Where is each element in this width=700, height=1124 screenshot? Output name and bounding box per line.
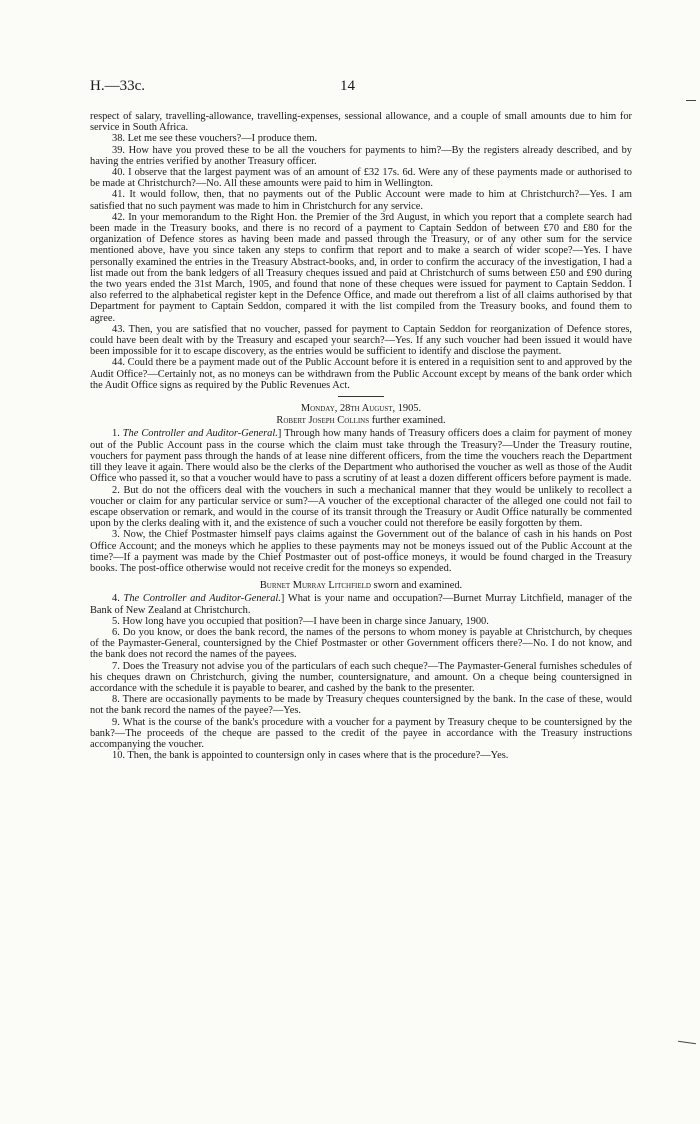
paragraph: 44. Could there be a payment made out of the Public Account before it is entered in a requisition sent to and approved by the Audit Office?—Certainly not, as no moneys can be withdrawn from the Public Account except by means of the bank order which the Audit Office signs as required by the Public Revenues Act. [90,357,632,391]
witness-name: Robert Joseph Collins [276,415,370,427]
paragraph: 40. I observe that the largest payment was of an amount of £32 17s. 6d. Were any of these payments made or authorised to be made at Christchurch?—No. All these amounts were paid to him in Wellington. [90,167,632,190]
paragraph: 5. How long have you occupied that position?—I have been in charge since January, 1900. [112,615,489,627]
witness-heading [90,415,632,426]
witness-note: sworn and examined. [370,580,463,592]
paragraph: 42. In your memorandum to the Right Hon. the Premier of the 3rd August, in which you report that a complete search had been made in the Treasury books, and there is no record of a payment to Captain Seddon of between £70 and £80 for the organization of Defence stores as having been made and passed through the Treasury, or of any other sum for the service mentioned above, have you since taken any steps to confirm that report and to make a search of wider scope?—Yes. I have personally examined the entries in the Treasury Abstract-books, and, in order to confirm the accuracy of the investigation, I had a list made out from the bank ledgers of all Treasury cheques issued and paid at Christchurch of sums between £50 and £90 during the two years ended the 31st March, 1905, and found that none of these cheques were issued for payment to Captain Seddon. I also referred to the alphabetical register kept in the Defence Office, and made out therefrom a list of all claims authorised by that Department for payment to Captain Seddon, compared it with the list compiled from the Treasury books, and found them to agree. [90,211,632,324]
paragraph: 43. Then, you are satisfied that no voucher, passed for payment to Captain Seddon for reorganization of Defence stores, could have been dealt with by the Treasury and escaped your search?—Yes. If any such voucher had been issued it would have been impossible for it to escape discovery, as the entries would be sufficient to identify and disclose the payment. [90,323,632,358]
margin-mark [678,1041,696,1044]
paragraph: 9. What is the course of the bank's procedure with a voucher for a payment by Treasury cheque to be countersigned by the bank?—The proceeds of the cheque are passed to the credit of the payee in accordance with the Treasury instructions accompanying the voucher. [90,716,632,750]
paragraph: 10. Then, the bank is appointed to countersign only in cases where that is the procedure?—Yes. [112,750,509,762]
paragraph: 6. Do you know, or does the bank record, the names of the persons to whom money is payable at Christchurch, by cheques of the Paymaster-General, countersigned by the Chief Postmaster or other Government officers there?—No. I do not know, and the bank does not record the names of the payees. [90,626,632,661]
paragraph: 38. Let me see these vouchers?—I produce them. [112,133,318,145]
paragraph: respect of salary, travelling-allowance, travelling-expenses, sessional allowance, and a couple of small amounts due to him for service in South Africa. [90,111,632,134]
examiner-name: The Controller and Auditor-General. [122,428,278,440]
paragraph: 7. Does the Treasury not advise you of the particulars of each such cheque?—The Paymaster-General furnishes schedules of his cheques drawn on Christchurch, giving the number, countersignature, and amount. On a cheque being countersigned in accordance with the schedule it is payable to bearer, and cashed by the bank to the presenter. [90,660,632,694]
witness-heading [90,580,632,591]
sitting-date: Monday, 28th August, 1905. [300,403,422,415]
page-header [90,78,610,98]
margin-mark [686,100,696,101]
witness-name: Burnet Murray Litchfield [259,580,371,592]
page-number: 14 [340,78,355,94]
section-divider [338,396,384,397]
paragraph: 4. The Controller and Auditor-General.] What is your name and occupation?—Burnet Murray Litchfield, manager of the Bank of New Zealand at Christchurch. [90,593,633,616]
paragraph: 3. Now, the Chief Postmaster himself pays claims against the Government out of the balance of cash in his hands on Post Office Account; and the moneys which he applies to these payments may not be moneys issued out of the Public Account at the time?—If a payment was made by the Chief Postmaster out of post-office moneys, it would be found charged in the Treasury books. The post-office otherwise would not receive credit for the moneys so expended. [90,529,632,574]
document-body [90,111,632,761]
paragraph: 8. There are occasionally payments to be made by Treasury cheques countersigned by the bank. In the case of these, would not the bank record the names of the payee?—Yes. [90,694,632,717]
examiner-name: The Controller and Auditor-General. [123,593,281,605]
paragraph: 41. It would follow, then, that no payments out of the Public Account were made to him at Christchurch?—Yes. I am satisfied that no such payment was made to him in Christchurch for any service. [90,189,632,212]
witness-note: further examined. [369,415,446,427]
paragraph: 1. The Controller and Auditor-General.] Through how many hands of Treasury officers does a claim for payment of money out of the Public Account pass in the course which the claim must take through the Treasury?—Under the Treasury routine, vouchers for payment pass through the hands of at lease nine different officers, from the time the vouchers reach the Department till they leave it again. There would also be the clerks of the Department who authorised the voucher as well as those of the Audit Office who passed it, so that a voucher would have to pass a scrutiny of at least a dozen different officers before payment is made. [90,428,633,485]
paragraph: 2. But do not the officers deal with the vouchers in such a mechanical manner that they would be unlikely to recollect a voucher or claim for any particular service or sum?—A voucher of the exceptional character of the alleged one could not fail to escape observation or remark, and would in the course of its transit through the Treasury or Audit Office naturally be commented upon by the clerks dealing with it, and the existence of such a voucher could not therefore be easily forgotten by them. [90,484,632,530]
report-reference: H.—33c. [90,78,145,94]
paragraph: 39. How have you proved these to be all the vouchers for payments to him?—By the registers already described, and by having the entries verified by another Treasury officer. [90,144,632,167]
